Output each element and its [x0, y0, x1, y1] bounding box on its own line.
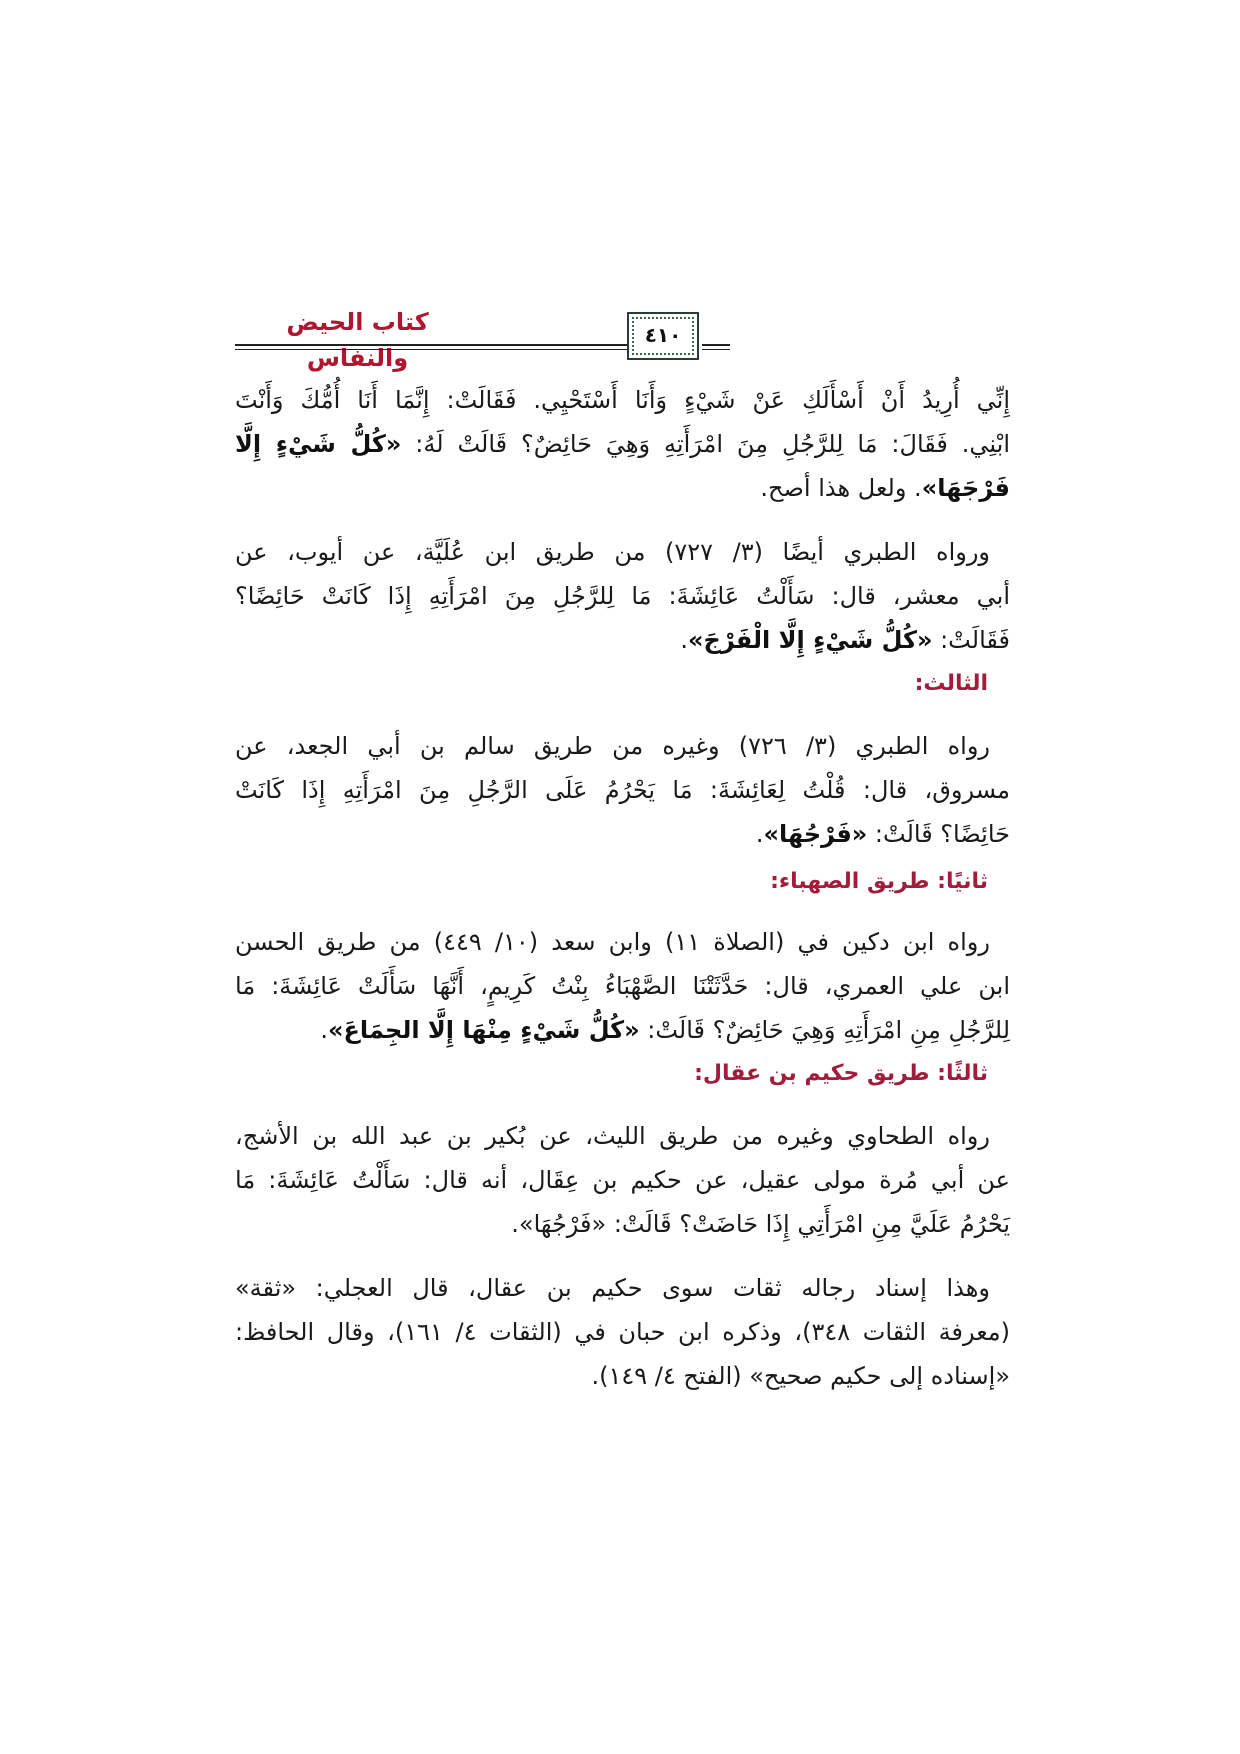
text-segment: أبي معشر، قال: سَأَلْتُ عَائِشَةَ: مَا لِلرَّجُلِ مِنَ امْرَأَتِهِ إِذَا كَانَتْ حَائِضًا؟ — [235, 582, 1010, 610]
page-number-frame — [627, 312, 699, 360]
text-segment: . — [680, 626, 689, 654]
text-line — [235, 724, 1010, 768]
paragraph — [235, 920, 1010, 1052]
page-number: ٤١٠ — [644, 323, 682, 347]
text-segment: (معرفة الثقات ٣٤٨)، وذكره ابن حبان في (الثقات ٤/ ١٦١)، وقال الحافظ: — [235, 1318, 1010, 1346]
text-segment: رواه ابن دكين في (الصلاة ١١) وابن سعد (١٠/ ٤٤٩) من طريق الحسن — [235, 928, 990, 956]
text-segment: فَقَالَتْ: — [932, 626, 1010, 654]
paragraph — [235, 1114, 1010, 1246]
text-segment: ابْنِي. فَقَالَ: مَا لِلرَّجُلِ مِنَ امْرَأَتِهِ وَهِيَ حَائِضٌ؟ قَالَتْ لَهُ: — [401, 430, 1010, 458]
text-segment: وهذا إسناد رجاله ثقات سوى حكيم بن عقال، قال العجلي: «ثقة» — [235, 1274, 990, 1302]
paragraph — [235, 378, 1010, 510]
text-line — [235, 378, 1010, 422]
text-line — [235, 812, 1010, 856]
text-segment: عن أبي مُرة مولى عقيل، عن حكيم بن عِقَال، أنه قال: سَأَلْتُ عَائِشَةَ: مَا — [235, 1166, 1010, 1194]
quote-text: «كُلُّ شَيْءٍ إِلَّا الْفَرْجَ» — [688, 626, 933, 654]
quote-text: فَرْجَهَا» — [921, 474, 1010, 502]
text-line — [235, 530, 1010, 574]
text-segment: حَائِضًا؟ قَالَتْ: — [867, 820, 1010, 848]
section-heading: ثالثًا: طريق حكيم بن عقال: — [694, 1061, 988, 1086]
text-line — [235, 618, 1010, 662]
text-segment: ابن علي العمري، قال: حَدَّثَتْنَا الصَّهْبَاءُ بِنْتُ كَرِيمٍ، أَنَّهَا سَأَلَتْ عَائِشَةَ: مَا — [235, 972, 1010, 1000]
text-line — [235, 768, 1010, 812]
body-text — [235, 378, 1010, 1398]
text-line — [235, 1158, 1010, 1202]
header-rule — [235, 344, 627, 350]
paragraph — [235, 1266, 1010, 1398]
text-line — [235, 1266, 1010, 1310]
paragraph — [235, 530, 1010, 662]
quote-text: «كُلُّ شَيْءٍ مِنْهَا إِلَّا الجِمَاعَ» — [328, 1016, 640, 1044]
text-segment: رواه الطحاوي وغيره من طريق الليث، عن بُكير بن عبد الله بن الأشج، — [235, 1122, 990, 1150]
text-line — [235, 920, 1010, 964]
text-segment: . — [320, 1016, 329, 1044]
paragraph — [235, 724, 1010, 856]
header-rule — [702, 344, 730, 350]
text-segment: لِلرَّجُلِ مِنِ امْرَأَتِهِ وَهِيَ حَائِضٌ؟ قَالَتْ: — [639, 1016, 1010, 1044]
book-title: كتاب الحيض والنفاس — [286, 308, 429, 372]
text-segment: يَحْرُمُ عَلَيَّ مِنِ امْرَأَتِي إِذَا حَاضَتْ؟ قَالَتْ: «فَرْجُهَا». — [511, 1210, 1010, 1238]
text-line — [235, 574, 1010, 618]
text-segment: مسروق، قال: قُلْتُ لِعَائِشَةَ: مَا يَحْرُمُ عَلَى الرَّجُلِ مِنَ امْرَأَتِهِ إِذَا كَانَتْ — [235, 776, 1010, 804]
section-heading: الثالث: — [914, 671, 988, 696]
section-heading: ثانيًا: طريق الصهباء: — [770, 869, 988, 894]
text-line — [235, 1008, 1010, 1052]
quote-text: «كُلُّ شَيْءٍ إِلَّا — [235, 430, 402, 458]
text-segment: ورواه الطبري أيضًا (٣/ ٧٢٧) من طريق ابن عُلَيَّة، عن أيوب، عن — [235, 538, 991, 566]
quote-text: «فَرْجُهَا» — [763, 820, 868, 848]
text-segment: . ولعل هذا أصح. — [760, 474, 922, 502]
text-line — [235, 466, 1010, 510]
text-segment: إِنِّي أُرِيدُ أَنْ أَسْأَلَكِ عَنْ شَيْءٍ وَأَنَا أَسْتَحْيِي. فَقَالَتْ: إِنَّمَا أَنَا أُمُّكَ وَأَنْتَ — [235, 386, 1010, 414]
text-line — [235, 964, 1010, 1008]
text-segment: . — [755, 820, 764, 848]
text-line — [235, 1310, 1010, 1354]
text-line — [235, 422, 1010, 466]
text-segment: «إسناده إلى حكيم صحيح» (الفتح ٤/ ١٤٩). — [591, 1362, 1010, 1390]
text-segment: رواه الطبري (٣/ ٧٢٦) وغيره من طريق سالم بن أبي الجعد، عن — [235, 732, 991, 760]
text-line — [235, 1114, 1010, 1158]
text-line — [235, 1354, 1010, 1398]
text-line — [235, 1202, 1010, 1246]
